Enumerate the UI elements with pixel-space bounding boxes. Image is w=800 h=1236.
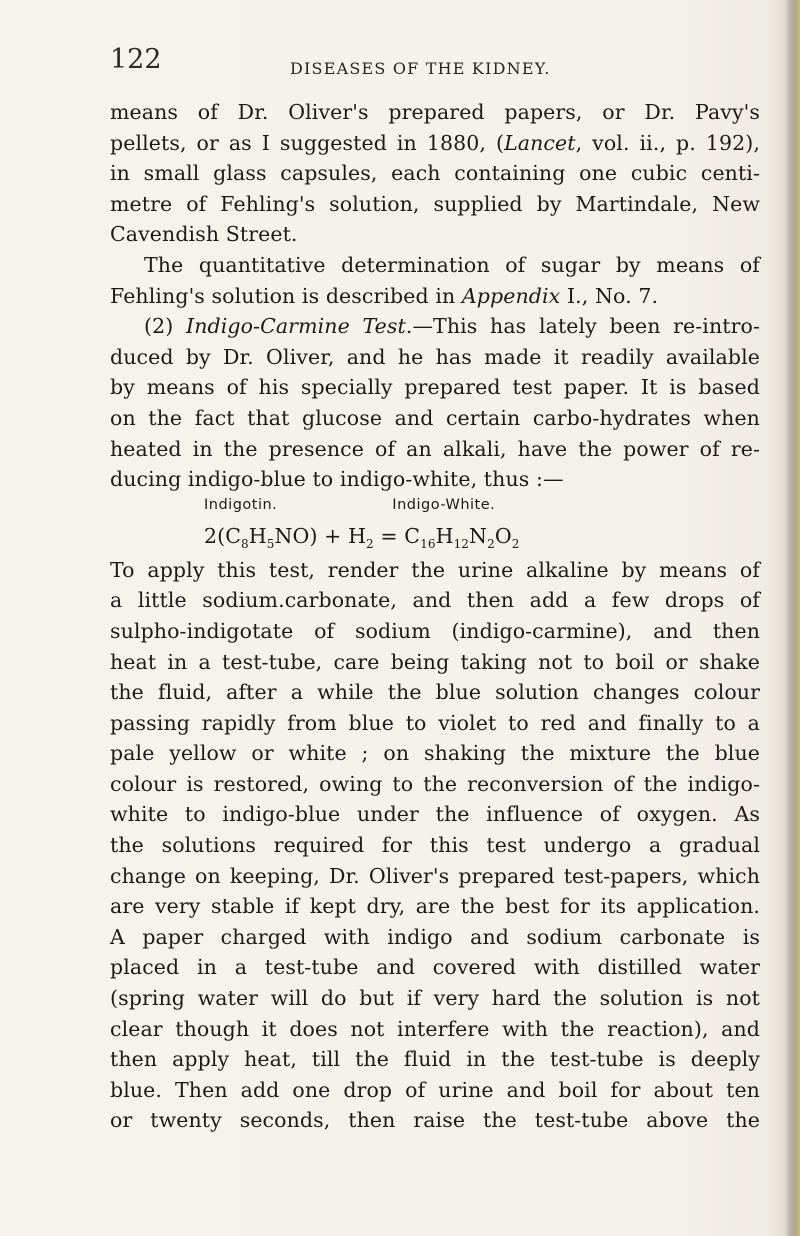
text-line: clear though it does not interfere with the reaction), and xyxy=(110,1016,760,1041)
text-line: To apply this test, render the urine alkaline by means of xyxy=(110,557,760,582)
equation-captions xyxy=(110,495,760,521)
caption-indigotin: Indigotin. xyxy=(204,497,278,514)
text-line: heat in a test-tube, care being taking not to boil or shake xyxy=(110,649,760,674)
text-line: the fluid, after a while the blue solution changes colour xyxy=(110,680,760,705)
text-line: passing rapidly from blue to violet to red and finally to a xyxy=(110,710,760,735)
page-number: 122 xyxy=(110,44,162,75)
text-line: white to indigo-blue under the influence of oxygen. As xyxy=(110,802,760,827)
text-line: by means of his specially prepared test paper. It is based xyxy=(110,375,760,400)
text-line: change on keeping, Dr. Oliver's prepared test-papers, which xyxy=(110,863,760,888)
text-line: means of Dr. Oliver's prepared papers, or Dr. Pavy's xyxy=(110,100,760,124)
text-line: then apply heat, till the fluid in the test-tube is deeply xyxy=(110,1047,760,1072)
text-line: (spring water will do but if very hard the solution is not xyxy=(110,986,760,1011)
text-line: in small glass capsules, each containing one cubic centi- xyxy=(110,161,760,186)
text-line: heated in the presence of an alkali, have the power of re- xyxy=(110,436,760,461)
text-line: are very stable if kept dry, are the best for its application. xyxy=(110,894,760,919)
appendix-reference: Appendix xyxy=(461,283,561,308)
text-line: on the fact that glucose and certain carbo-hydrates when xyxy=(110,405,760,430)
text-line: A paper charged with indigo and sodium carbonate is xyxy=(110,924,760,949)
text-line: blue. Then add one drop of urine and boil for about ten xyxy=(110,1077,760,1102)
running-head: DISEASES OF THE KIDNEY. xyxy=(290,59,551,78)
text-line: metre of Fehling's solution, supplied by Martindale, New xyxy=(110,191,760,216)
text-line: or twenty seconds, then raise the test-tube above the xyxy=(110,1108,760,1133)
text-line: Cavendish Street. xyxy=(110,222,298,247)
text-line: colour is restored, owing to the reconversion of the indigo- xyxy=(110,771,760,796)
text-line: Fehling's solution is described in Appendix I., No. 7. xyxy=(110,283,659,308)
caption-indigo-white: Indigo-White. xyxy=(392,497,496,514)
lancet-reference: Lancet xyxy=(504,130,576,155)
text-line: pellets, or as I suggested in 1880, (Lancet, vol. ii., p. 192), xyxy=(110,130,760,155)
text-line: placed in a test-tube and covered with distilled water xyxy=(110,955,760,980)
text-line: pale yellow or white ; on shaking the mixture the blue xyxy=(110,741,760,766)
text-line: sulpho-indigotate of sodium (indigo-carmine), and then xyxy=(110,618,760,643)
text-line: The quantitative determination of sugar by means of xyxy=(144,252,760,277)
text-line: ducing indigo-blue to indigo-white, thus :— xyxy=(110,467,564,492)
section-title: Indigo-Carmine Test. xyxy=(186,314,413,339)
text-line: duced by Dr. Oliver, and he has made it readily available xyxy=(110,344,760,369)
chemical-equation: $2(C_8H_5NO) + H_2 = C_{16}H_{12}N_2O_2$ xyxy=(204,523,520,551)
text-line: a little sodium.carbonate, and then add a few drops of xyxy=(110,588,760,613)
section-heading-line: (2) Indigo-Carmine Test.—This has lately been re-intro- xyxy=(144,314,760,339)
text-line: the solutions required for this test undergo a gradual xyxy=(110,833,760,858)
page-edge-shadow xyxy=(784,0,800,1236)
body-text xyxy=(110,97,760,1136)
